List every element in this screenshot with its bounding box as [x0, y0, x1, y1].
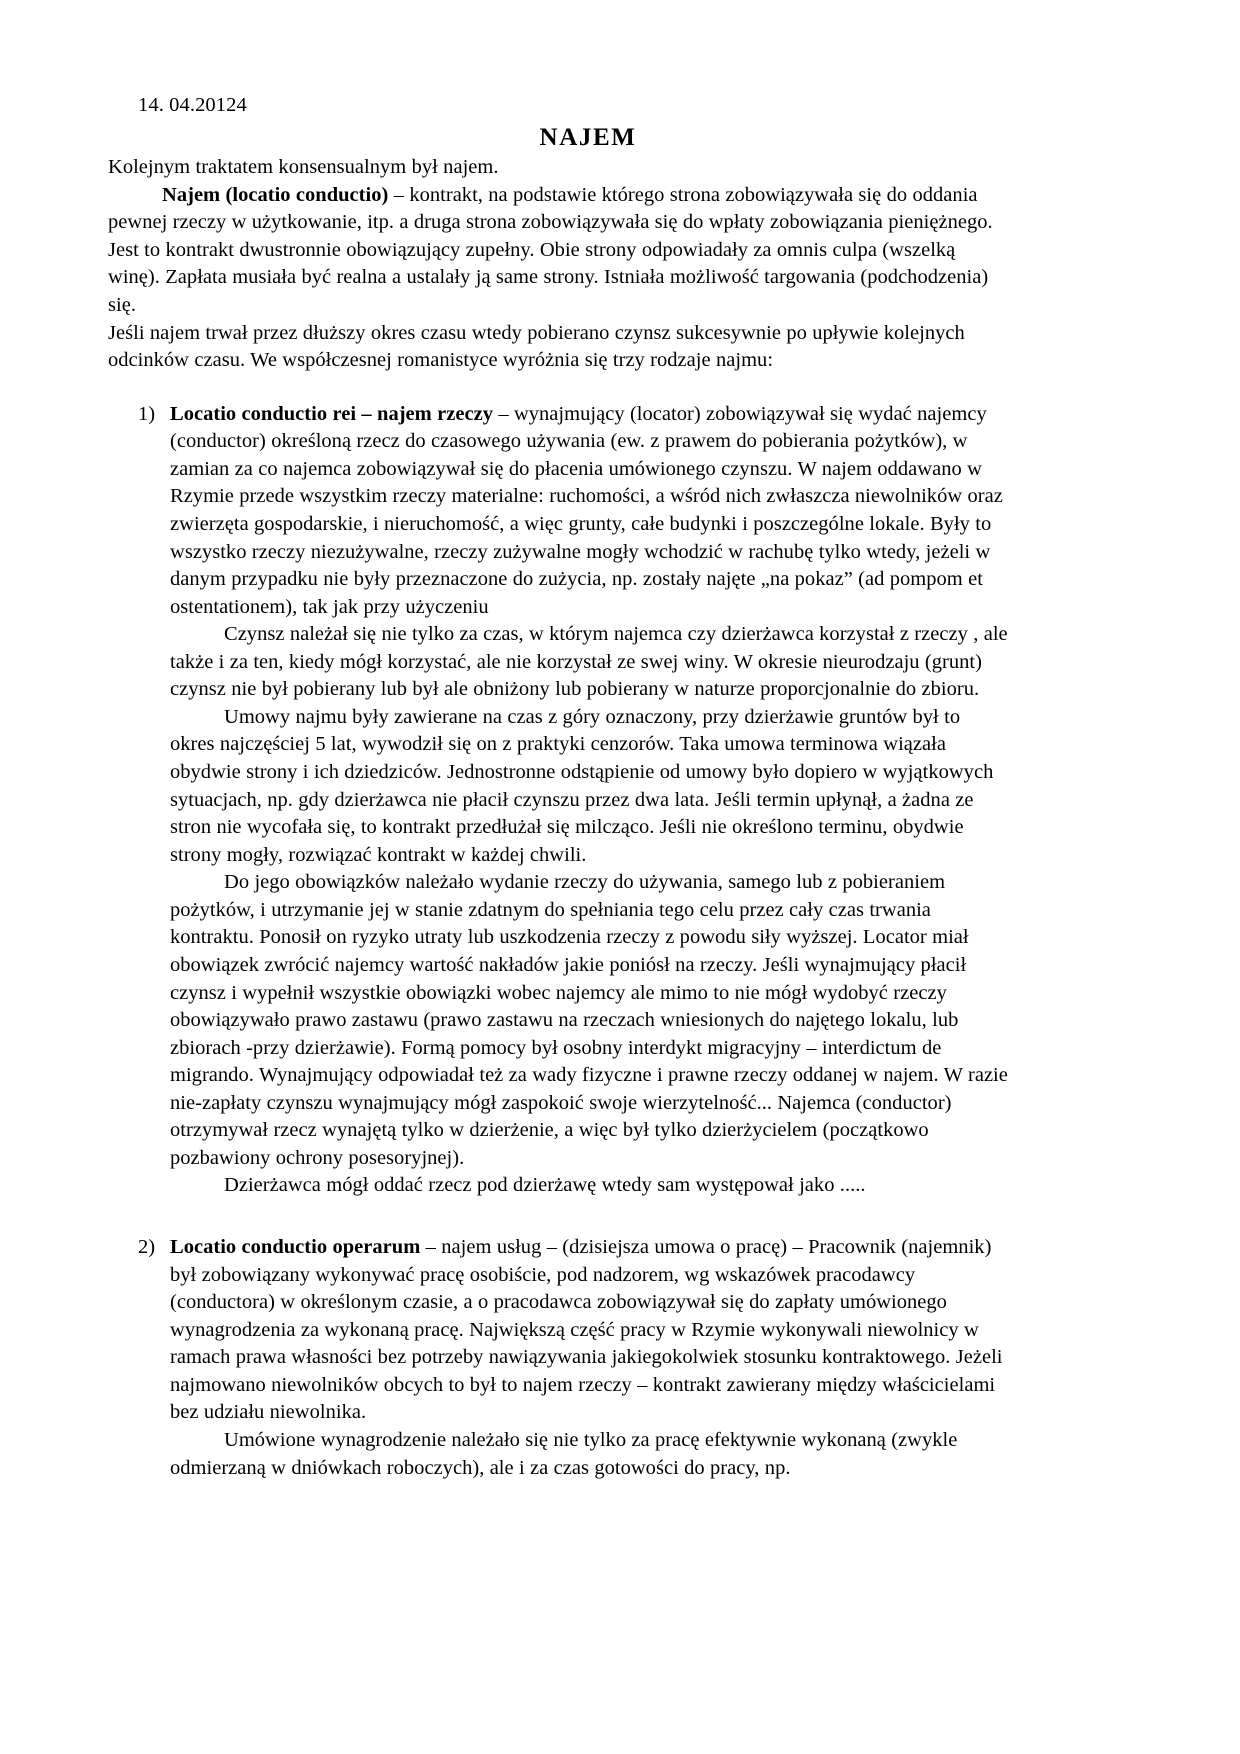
intro-bold-term: Najem (locatio conductio)	[162, 183, 389, 206]
item-2-lead-rest: – najem usług – (dzisiejsza umowa o pracę) – Pracownik (najemnik) był zobowiązany wykonywać pracę osobiście, pod nadzorem, wg wskazówek pracodawcy (conductora) w określonym czasie, a o pracodawca zobowiązywał się do zapłaty umówionego wynagrodzenia za wykonaną pracę. Największą część pracy w Rzymie wykonywali niewolnicy w ramach prawa własności bez potrzeby nawiązywania jakiegokolwiek stosunku kontraktowego. Jeżeli najmowano niewolników obcych to był to najem rzeczy – kontrakt zawierany między właścicielami bez udziału niewolnika.	[170, 1236, 1003, 1424]
item-1-bold-term: Locatio conductio rei – najem rzeczy	[170, 402, 493, 425]
date-line: 14. 04.20124	[138, 94, 247, 116]
item-2-lead	[170, 1234, 1008, 1427]
item-1-paragraph-2: Umowy najmu były zawierane na czas z góry oznaczony, przy dzierżawie gruntów był to okres najczęściej 5 lat, wywodził się on z praktyki cenzorów. Taka umowa terminowa wiązała obydwie strony i ich dziedziców. Jednostronne odstąpienie od umowy było dopiero w wyjątkowych sytuacjach, np. gdy dzierżawca nie płacił czynszu przez dwa lata. Jeśli termin upłynął, a żadna ze stron nie wycofała się, to kontrakt przedłużał się milcząco. Jeśli nie określono terminu, obydwie strony mogły, rozwiązać kontrakt w każdej chwili.	[170, 705, 994, 866]
list-marker-2: 2)	[138, 1236, 156, 1259]
item-2-bold-term: Locatio conductio operarum	[170, 1236, 421, 1259]
item-2-paragraph-1: Umówione wynagrodzenie należało się nie tylko za pracę efektywnie wykonaną (zwykle odmierzaną w dniówkach roboczych), ale i za czas gotowości do pracy, np.	[170, 1428, 958, 1479]
item-1-paragraph-1: Czynsz należał się nie tylko za czas, w którym najemca czy dzierżawca korzystał z rzeczy , ale także i za ten, kiedy mógł korzystać, ale nie korzystał ze swej winy. W okresie nieurodzaju (grunt) czynsz nie był pobierany lub był ale obniżony lub pobierany w naturze proporcjonalnie do zbioru.	[170, 623, 1008, 701]
item-1-paragraph-4: Dzierżawca mógł oddać rzecz pod dzierżawę wtedy sam występował jako .....	[224, 1174, 866, 1197]
list-item-2-body	[170, 1234, 1008, 1482]
intro-paragraph-1: Kolejnym traktatem konsensualnym był najem.	[108, 156, 499, 179]
document-content	[108, 92, 1008, 1482]
spacer-between-items	[108, 1200, 1008, 1234]
item-1-lead-rest: – wynajmujący (locator) zobowiązywał się wydać najemcy (conductor) określoną rzecz do czasowego używania (ew. z prawem do pobierania pożytków), w zamian za co najemca zobowiązywał się do płacenia umówionego czynszu. W najem oddawano w Rzymie przede wszystkim rzeczy materialne: ruchomości, a wśród nich zwłaszcza niewolników oraz zwierzęta gospodarskie, i nieruchomość, a więc grunty, całe budynki i poszczególne lokale. Były to wszystko rzeczy niezużywalne, rzeczy zużywalne mogły wchodzić w rachubę tylko wtedy, jeżeli w danym przypadku nie były przeznaczone do zużycia, np. zostały najęte „na pokaz” (ad pompom et ostentationem), tak jak przy użyczeniu	[170, 402, 1003, 618]
intro-paragraph-2	[108, 182, 1008, 320]
list-item-1	[108, 401, 1008, 1200]
item-1-lead	[170, 401, 1008, 622]
list-item-2	[108, 1234, 1008, 1482]
spacer-before-list	[108, 375, 1008, 401]
page-title: NAJEM	[539, 124, 637, 152]
list-marker-1: 1)	[138, 402, 156, 425]
numbered-list	[108, 401, 1008, 1482]
intro-paragraph-2-rest: – kontrakt, na podstawie którego strona zobowiązywała się do oddania pewnej rzeczy w użytkowanie, itp. a druga strona zobowiązywała się do wpłaty zobowiązania pieniężnego. Jest to kontrakt dwustronnie obowiązujący zupełny. Obie strony odpowiadały za omnis culpa (wszelką winę). Zapłata musiała być realna a ustalały ją same strony. Istniała możliwość targowania (podchodzenia) się.	[108, 183, 993, 317]
intro-paragraph-3: Jeśli najem trwał przez dłuższy okres czasu wtedy pobierano czynsz sukcesywnie po upływie kolejnych odcinków czasu. We współczesnej romanistyce wyróżnia się trzy rodzaje najmu:	[108, 321, 965, 372]
item-1-paragraph-3: Do jego obowiązków należało wydanie rzeczy do używania, samego lub z pobieraniem pożytków, i utrzymanie jej w stanie zdatnym do spełniania tego celu przez cały czas trwania kontraktu. Ponosił on ryzyko utraty lub uszkodzenia rzeczy z powodu siły wyższej. Locator miał obowiązek zwrócić najemcy wartość nakładów jakie poniósł na rzeczy. Jeśli wynajmujący płacił czynsz i wypełnił wszystkie obowiązki wobec najemcy ale mimo to nie mógł wydobyć rzeczy obowiązywało prawo zastawu (prawo zastawu na rzeczach wniesionych do najętego lokalu, lub zbiorach -przy dzierżawie). Formą pomocy był osobny interdykt migracyjny – interdictum de migrando. Wynajmujący odpowiadał też za wady fizyczne i prawne rzeczy oddanej w najem. W razie nie-zapłaty czynszu wynajmujący mógł zaspokoić swoje wierzytelność... Najemca (conductor) otrzymywał rzecz wynajętą tylko w dzierżenie, a więc był tylko dzierżycielem (początkowo pozbawiony ochrony posesoryjnej).	[170, 871, 1008, 1169]
list-item-1-body	[170, 401, 1008, 1200]
